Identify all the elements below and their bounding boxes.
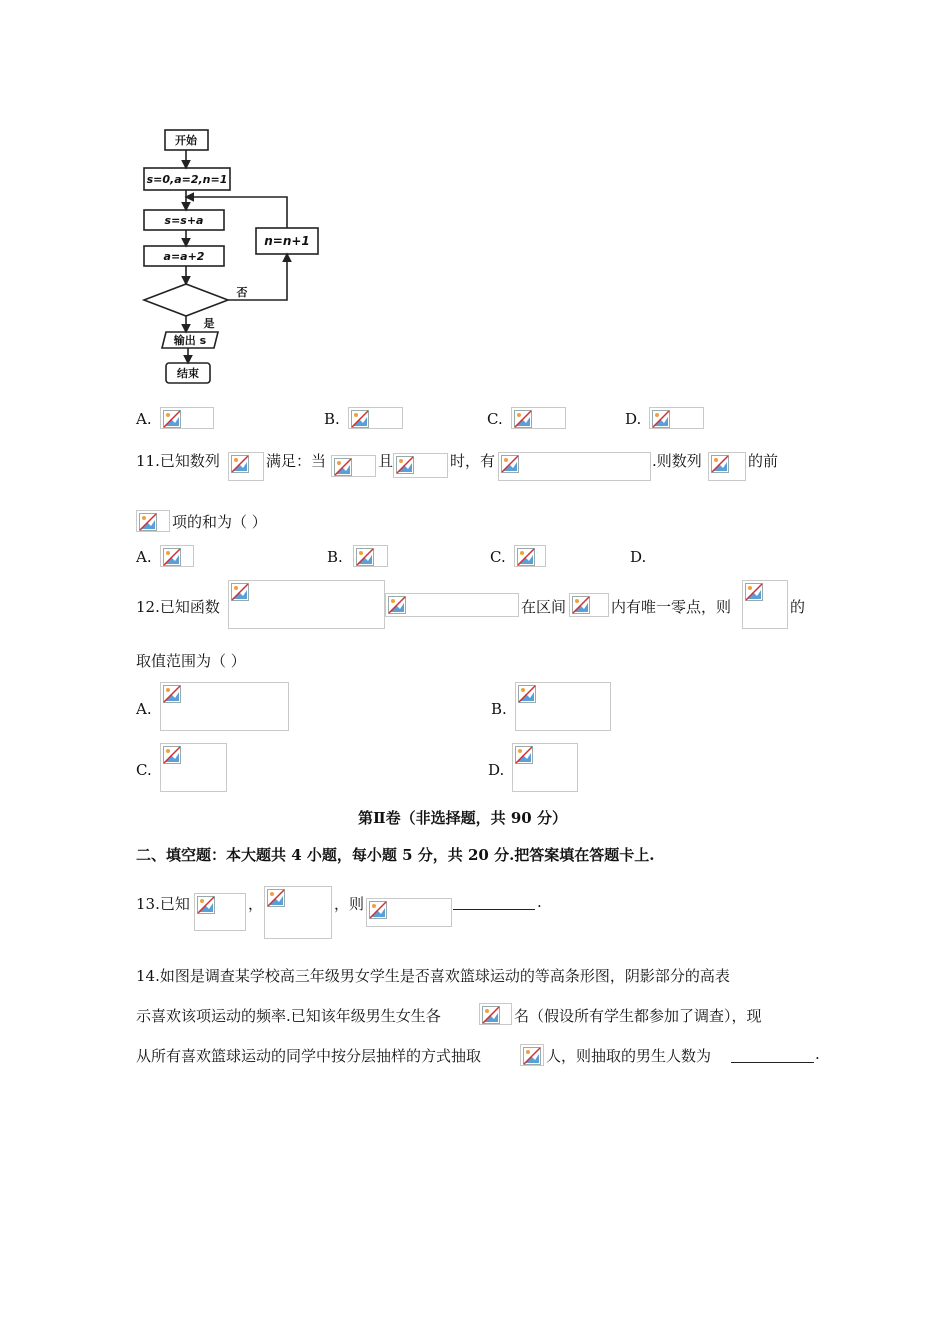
q12-formula-4	[742, 580, 788, 629]
q12-option-c-formula	[160, 743, 227, 792]
q13-text-2: ，	[248, 895, 264, 913]
broken-image-icon	[745, 583, 763, 601]
flowchart-yes-label: 是	[203, 317, 215, 330]
q12-text-5: 取值范围为（ ）	[136, 652, 246, 670]
q11-text-1: 11.已知数列	[136, 452, 220, 470]
broken-image-icon	[356, 548, 374, 566]
q13-text-4: .	[537, 893, 542, 911]
q13-formula-1	[194, 893, 246, 931]
broken-image-icon	[388, 596, 406, 614]
q11-formula-3	[393, 453, 448, 478]
flowchart-end-label: 结束	[177, 367, 199, 380]
q12-formula-1	[228, 580, 385, 629]
broken-image-icon	[514, 410, 532, 428]
broken-image-icon	[369, 901, 387, 919]
q14-line-1: 14.如图是调查某学校高三年级男女学生是否喜欢篮球运动的等高条形图，阴影部分的高表	[136, 967, 730, 985]
q14-line-2a: 示喜欢该项运动的频率.已知该年级男生女生各	[136, 1007, 441, 1025]
broken-image-icon	[163, 746, 181, 764]
q11-option-a-formula	[160, 545, 194, 567]
q12-option-a-formula	[160, 682, 289, 731]
q12-text-4: 的	[790, 598, 806, 616]
q10-option-a-formula	[160, 407, 214, 429]
q12-text-2: 在区间	[521, 598, 567, 616]
q12-text-1: 12.已知函数	[136, 598, 220, 616]
q11-option-b-formula	[353, 545, 388, 567]
q10-option-b-formula	[348, 407, 403, 429]
q14-line-2b: 名（假设所有学生都参加了调查），现	[514, 1007, 762, 1025]
broken-image-icon	[139, 513, 157, 531]
flowchart-step-a-label: a=a+2	[163, 250, 205, 263]
broken-image-icon	[163, 410, 181, 428]
broken-image-icon	[572, 596, 590, 614]
q14-answer-blank[interactable]	[731, 1061, 814, 1063]
broken-image-icon	[396, 456, 414, 474]
q12-option-d-label: D.	[488, 761, 505, 779]
q13-text-1: 13.已知	[136, 895, 190, 913]
broken-image-icon	[517, 548, 535, 566]
q14-line-3a: 从所有喜欢篮球运动的同学中按分层抽样的方式抽取	[136, 1047, 482, 1065]
q14-formula-2	[520, 1044, 544, 1066]
broken-image-icon	[711, 455, 729, 473]
q13-formula-2	[264, 886, 332, 939]
broken-image-icon	[231, 583, 249, 601]
q12-text-3: 内有唯一零点，则	[611, 598, 732, 616]
q11-text-3: 且	[378, 452, 394, 470]
broken-image-icon	[231, 455, 249, 473]
q11-text-5: .则数列	[652, 452, 702, 470]
q11-text-2: 满足：当	[266, 452, 327, 470]
q12-formula-3	[569, 593, 609, 617]
q11-formula-2	[331, 455, 376, 477]
broken-image-icon	[482, 1006, 500, 1024]
broken-image-icon	[652, 410, 670, 428]
q11-formula-5	[708, 452, 746, 481]
q10-option-b-label: B.	[324, 410, 340, 428]
q12-option-b-label: B.	[491, 700, 507, 718]
q13-answer-blank[interactable]	[453, 908, 535, 910]
section-2-instruction: 二、填空题：本大题共 4 小题，每小题 5 分，共 20 分.把答案填在答题卡上.	[136, 846, 655, 864]
broken-image-icon	[267, 889, 285, 907]
q11-option-c-label: C.	[490, 548, 506, 566]
q12-formula-2	[385, 593, 519, 617]
q11-text-7: 项的和为（ ）	[172, 513, 267, 531]
q11-formula-6	[136, 510, 170, 532]
q11-formula-1	[228, 452, 264, 481]
q11-text-6: 的前	[748, 452, 779, 470]
broken-image-icon	[515, 746, 533, 764]
q14-line-3c: .	[815, 1045, 820, 1063]
broken-image-icon	[334, 458, 352, 476]
q11-formula-4	[498, 452, 651, 481]
q12-option-a-label: A.	[136, 700, 152, 718]
q13-formula-3	[366, 898, 452, 927]
q14-line-3b: 人，则抽取的男生人数为	[546, 1047, 712, 1065]
flowchart-no-label: 否	[236, 286, 248, 299]
q10-option-d-label: D.	[625, 410, 642, 428]
broken-image-icon	[523, 1047, 541, 1065]
broken-image-icon	[518, 685, 536, 703]
broken-image-icon	[351, 410, 369, 428]
q12-option-d-formula	[512, 743, 578, 792]
flowchart-init-label: s=0,a=2,n=1	[146, 173, 228, 186]
q10-option-d-formula	[649, 407, 704, 429]
q11-option-d-label: D.	[630, 548, 647, 566]
broken-image-icon	[501, 455, 519, 473]
flowchart	[130, 120, 330, 390]
flowchart-step-n-label: n=n+1	[264, 234, 310, 248]
q11-option-a-label: A.	[136, 548, 152, 566]
q10-option-a-label: A.	[136, 410, 152, 428]
q10-option-c-formula	[511, 407, 566, 429]
q13-text-3: ，则	[334, 895, 365, 913]
flowchart-output-label: 输出 s	[173, 334, 207, 347]
q11-text-4: 时，有	[450, 452, 496, 470]
section-2-title: 第Ⅱ卷（非选择题，共 90 分）	[358, 809, 567, 827]
q14-formula-1	[479, 1003, 512, 1025]
q10-option-c-label: C.	[487, 410, 503, 428]
broken-image-icon	[163, 685, 181, 703]
broken-image-icon	[197, 896, 215, 914]
q11-option-c-formula	[514, 545, 546, 567]
q12-option-c-label: C.	[136, 761, 152, 779]
broken-image-icon	[163, 548, 181, 566]
q11-option-b-label: B.	[327, 548, 343, 566]
flowchart-step-s-label: s=s+a	[164, 214, 204, 227]
q12-option-b-formula	[515, 682, 611, 731]
flowchart-decision-diamond	[144, 284, 228, 316]
flowchart-start-label: 开始	[175, 134, 197, 147]
